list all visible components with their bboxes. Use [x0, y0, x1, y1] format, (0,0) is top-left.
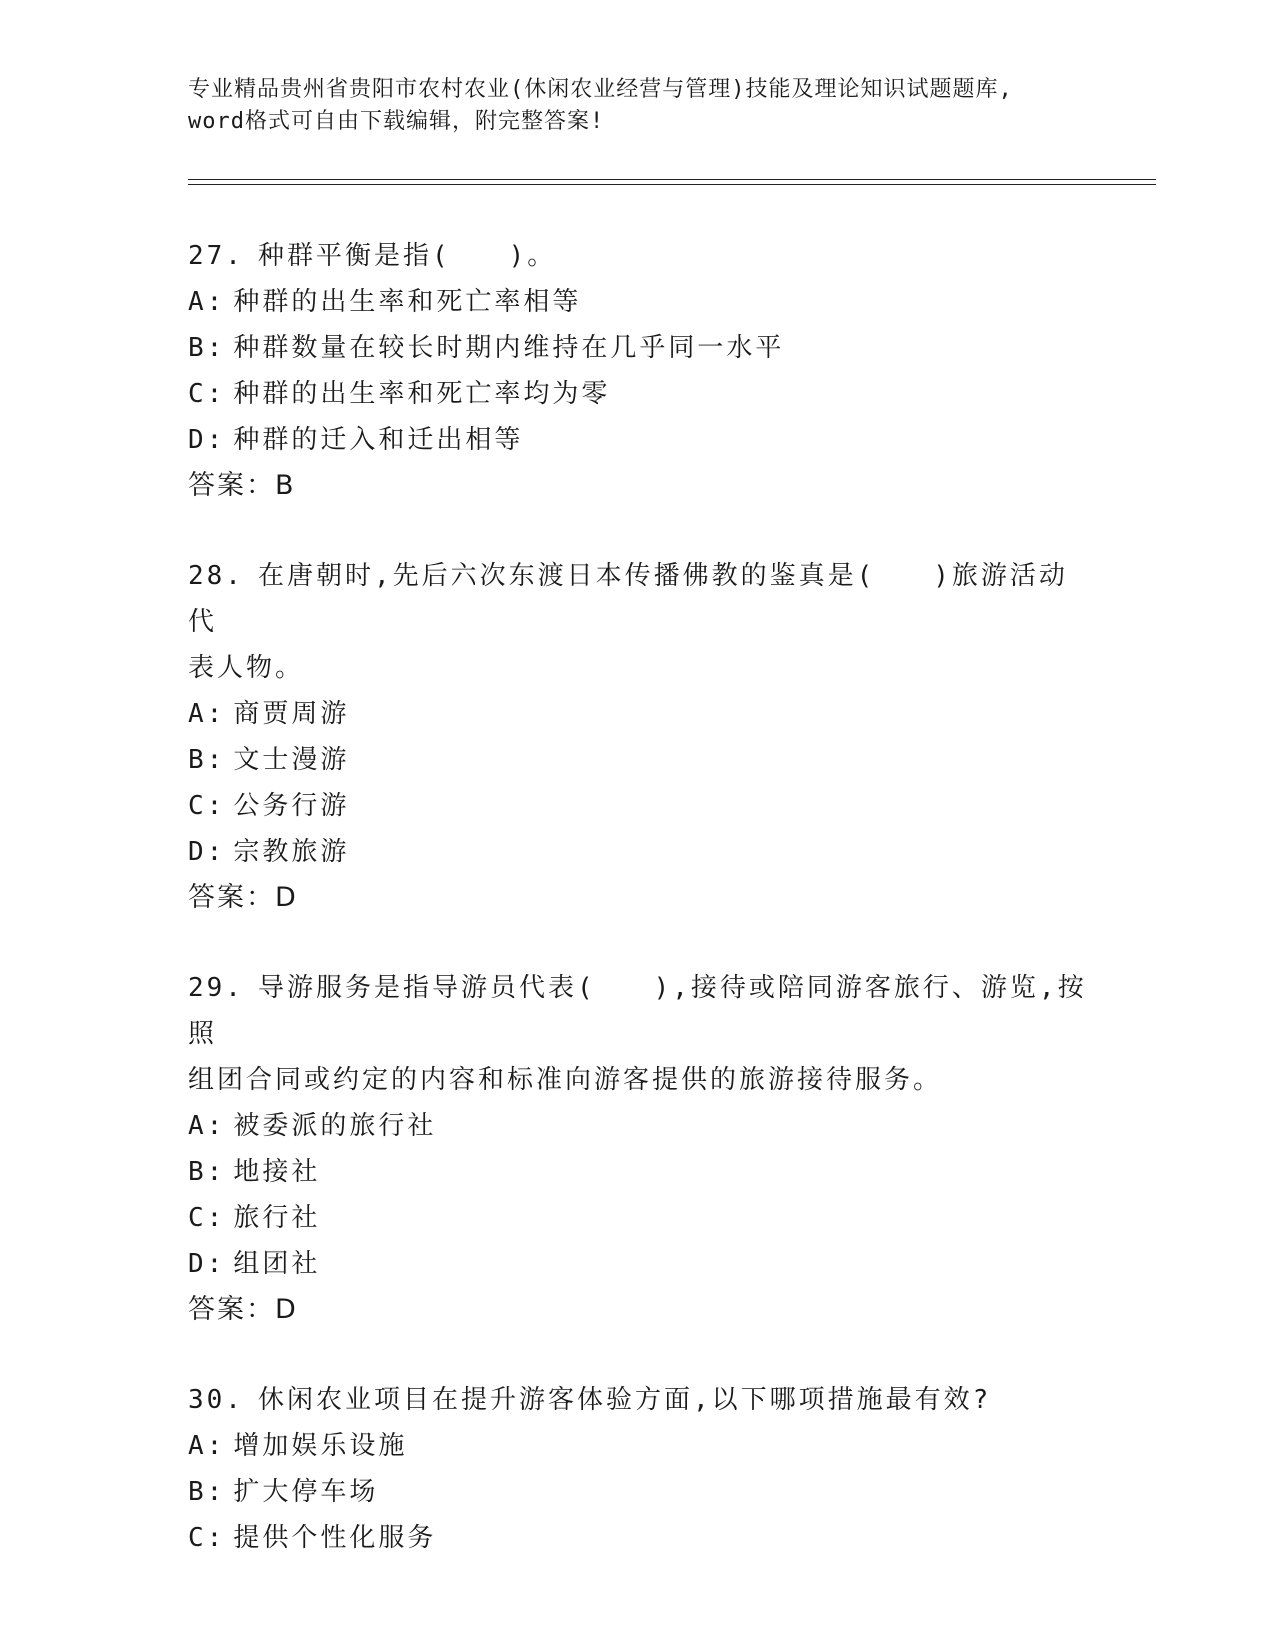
- option-text: 公务行游: [233, 791, 350, 821]
- question-text: 导游服务是指导游员代表( ),接待或陪同游客旅行、游览,按照: [188, 973, 1087, 1049]
- option-text: 文士漫游: [233, 745, 350, 775]
- option-row: [188, 1149, 1088, 1195]
- option-row: [188, 1469, 1088, 1515]
- question-block: [188, 965, 1088, 1333]
- option-text: 被委派的旅行社: [233, 1111, 437, 1141]
- option-key: A:: [188, 1431, 226, 1461]
- question-text-line: [188, 965, 1088, 1057]
- option-text: 种群的出生率和死亡率均为零: [233, 379, 611, 409]
- option-row: [188, 1195, 1088, 1241]
- option-row: [188, 1103, 1088, 1149]
- question-text: 种群平衡是指( )。: [257, 241, 557, 271]
- option-text: 旅行社: [233, 1203, 321, 1233]
- question-text: 休闲农业项目在提升游客体验方面,以下哪项措施最有效?: [257, 1385, 992, 1415]
- answer-value: B: [275, 470, 296, 501]
- question-text-line: [188, 1377, 1088, 1423]
- question-number: 28.: [188, 561, 244, 591]
- option-text: 种群的出生率和死亡率相等: [233, 287, 582, 317]
- option-row: [188, 417, 1088, 463]
- answer-label: 答案：: [188, 882, 275, 913]
- option-text: 种群数量在较长时期内维持在几乎同一水平: [233, 333, 785, 363]
- header-line-2: word格式可自由下载编辑，附完整答案!: [188, 109, 605, 134]
- question-block: [188, 233, 1088, 509]
- question-number: 27.: [188, 241, 244, 271]
- option-key: B:: [188, 1157, 226, 1187]
- option-row: [188, 1515, 1088, 1561]
- option-text: 提供个性化服务: [233, 1523, 437, 1553]
- question-number: 30.: [188, 1385, 244, 1415]
- option-key: D:: [188, 1249, 226, 1279]
- option-key: A:: [188, 699, 226, 729]
- answer-label: 答案：: [188, 470, 275, 501]
- header-rule-top: [188, 179, 1156, 180]
- option-key: B:: [188, 1477, 226, 1507]
- option-row: [188, 691, 1088, 737]
- question-block: [188, 553, 1088, 921]
- option-row: [188, 371, 1088, 417]
- option-key: D:: [188, 837, 226, 867]
- option-text: 商贾周游: [233, 699, 350, 729]
- question-number: 29.: [188, 973, 244, 1003]
- question-list: [188, 233, 1088, 1605]
- question-text: 组团合同或约定的内容和标准向游客提供的旅游接待服务。: [188, 1065, 943, 1095]
- option-row: [188, 783, 1088, 829]
- option-row: [188, 1241, 1088, 1287]
- option-text: 地接社: [233, 1157, 321, 1187]
- question-text-line: [188, 1057, 1088, 1103]
- option-text: 组团社: [233, 1249, 321, 1279]
- option-key: B:: [188, 333, 226, 363]
- answer-line: [188, 1287, 1088, 1333]
- option-key: B:: [188, 745, 226, 775]
- answer-label: 答案：: [188, 1294, 275, 1325]
- header-rule-bottom: [188, 184, 1156, 185]
- question-text: 表人物。: [188, 653, 305, 683]
- option-text: 扩大停车场: [233, 1477, 379, 1507]
- option-row: [188, 737, 1088, 783]
- answer-line: [188, 463, 1088, 509]
- option-row: [188, 829, 1088, 875]
- answer-value: D: [275, 882, 298, 913]
- document-header: [188, 74, 1088, 138]
- option-key: A:: [188, 287, 226, 317]
- question-text-line: [188, 553, 1088, 645]
- answer-value: D: [275, 1294, 298, 1325]
- question-block: [188, 1377, 1088, 1561]
- option-key: C:: [188, 791, 226, 821]
- question-text-line: [188, 233, 1088, 279]
- answer-line: [188, 875, 1088, 921]
- question-text: 在唐朝时,先后六次东渡日本传播佛教的鉴真是( )旅游活动代: [188, 561, 1068, 637]
- option-key: D:: [188, 425, 226, 455]
- option-key: C:: [188, 1203, 226, 1233]
- option-text: 种群的迁入和迁出相等: [233, 425, 524, 455]
- option-row: [188, 325, 1088, 371]
- option-key: C:: [188, 1523, 226, 1553]
- option-key: A:: [188, 1111, 226, 1141]
- question-text-line: [188, 645, 1088, 691]
- option-text: 宗教旅游: [233, 837, 350, 867]
- option-text: 增加娱乐设施: [233, 1431, 408, 1461]
- option-row: [188, 279, 1088, 325]
- option-row: [188, 1423, 1088, 1469]
- header-line-1: 专业精品贵州省贵阳市农村农业(休闲农业经营与管理)技能及理论知识试题题库,: [188, 77, 1013, 102]
- option-key: C:: [188, 379, 226, 409]
